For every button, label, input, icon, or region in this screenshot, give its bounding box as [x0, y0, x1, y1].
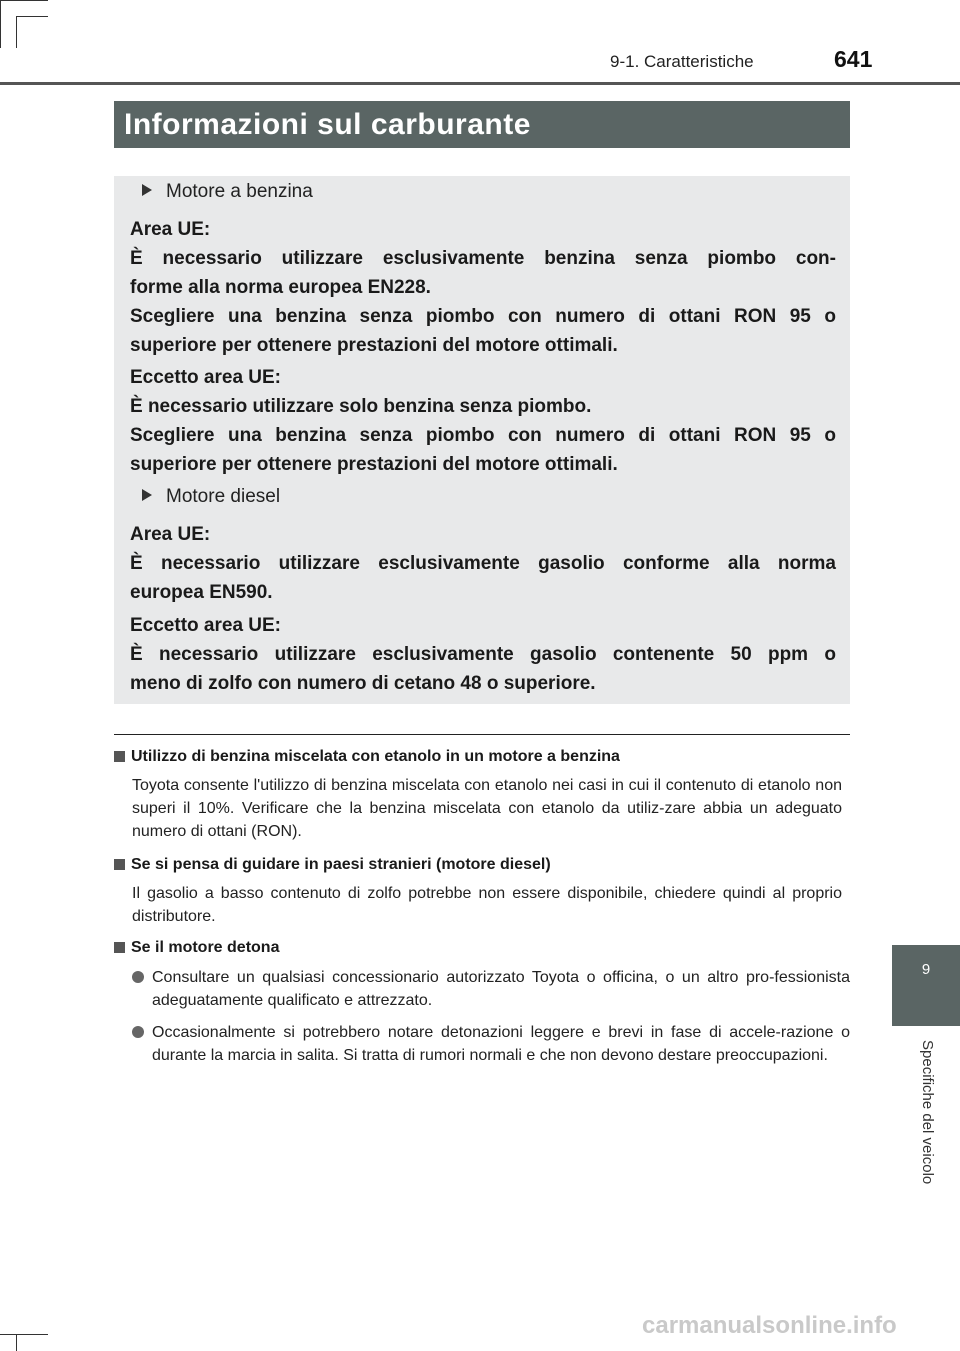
crop-mark	[16, 16, 17, 48]
section-title: 9-1. Caratteristiche	[610, 52, 754, 71]
list-item: Occasionalmente si potrebbero notare detonazioni leggere e brevi in fase di accele-razione o durante la marcia in salita. Si tratta di rumori normali e che non devono destare preoccupazioni.	[132, 1021, 850, 1067]
note-heading: Utilizzo di benzina miscelata con etanolo in un motore a benzina	[114, 748, 620, 766]
gasoline-non-eu-text: Eccetto area UE: È necessario utilizzare solo benzina senza piombo. Scegliere una benzina senza piombo con numero di ottani RON 95 o superiore per ottenere prestazioni del motore ottimali.	[130, 367, 836, 475]
gasoline-eu-text: Area UE: È necessario utilizzare esclusivamente benzina senza piombo con- forme alla norma europea EN228. Scegliere una benzina senza piombo con numero di ottani RON 95 o superiore per ottenere prestazioni del motore ottimali.	[130, 219, 836, 356]
crop-mark	[0, 0, 1, 48]
page-title: Informazioni sul carburante	[114, 101, 850, 148]
watermark-text: carmanualsonline.info	[642, 1312, 897, 1339]
diesel-non-eu-text: Eccetto area UE: È necessario utilizzare esclusivamente gasolio contenente 50 ppm o meno di zolfo con numero di cetano 48 o superiore.	[130, 615, 836, 694]
circle-bullet-icon	[132, 1026, 144, 1038]
diesel-eu-text: Area UE: È necessario utilizzare esclusivamente gasolio conforme alla norma europea EN590.	[130, 524, 836, 603]
crop-mark	[16, 16, 48, 17]
note-heading: Se si pensa di guidare in paesi stranieri (motore diesel)	[114, 856, 551, 874]
section-divider	[114, 734, 850, 735]
crop-mark	[0, 0, 48, 1]
chapter-label: Specifiche del veicolo	[919, 1040, 936, 1185]
fuel-info-box	[114, 176, 850, 704]
square-bullet-icon	[114, 751, 125, 762]
crop-mark	[16, 1334, 17, 1351]
square-bullet-icon	[114, 859, 125, 870]
square-bullet-icon	[114, 942, 125, 953]
note-body: Toyota consente l'utilizzo di benzina miscelata con etanolo nei casi in cui il contenuto di etanolo non superi il 10%. Verificare che la benzina miscelata con etanolo da utiliz-zare abbia un adeguato numero di ottani (RON).	[132, 777, 842, 840]
chapter-tab	[892, 945, 960, 1026]
note-body: Il gasolio a basso contenuto di zolfo potrebbe non essere disponibile, chiedere quindi al proprio distributore.	[132, 885, 842, 925]
crop-mark	[0, 1334, 48, 1335]
gasoline-subheading: Motore a benzina	[166, 181, 313, 203]
diesel-subheading: Motore diesel	[166, 486, 280, 508]
page-number: 641	[834, 46, 873, 72]
note-heading: Se il motore detona	[114, 939, 279, 957]
triangle-bullet-icon	[142, 489, 152, 501]
header-rule	[0, 82, 960, 85]
list-item: Consultare un qualsiasi concessionario autorizzato Toyota o officina, o un altro pro-fessionista adeguatamente qualificato e attrezzato.	[132, 966, 850, 1012]
chapter-number: 9	[921, 961, 931, 978]
circle-bullet-icon	[132, 971, 144, 983]
triangle-bullet-icon	[142, 184, 152, 196]
